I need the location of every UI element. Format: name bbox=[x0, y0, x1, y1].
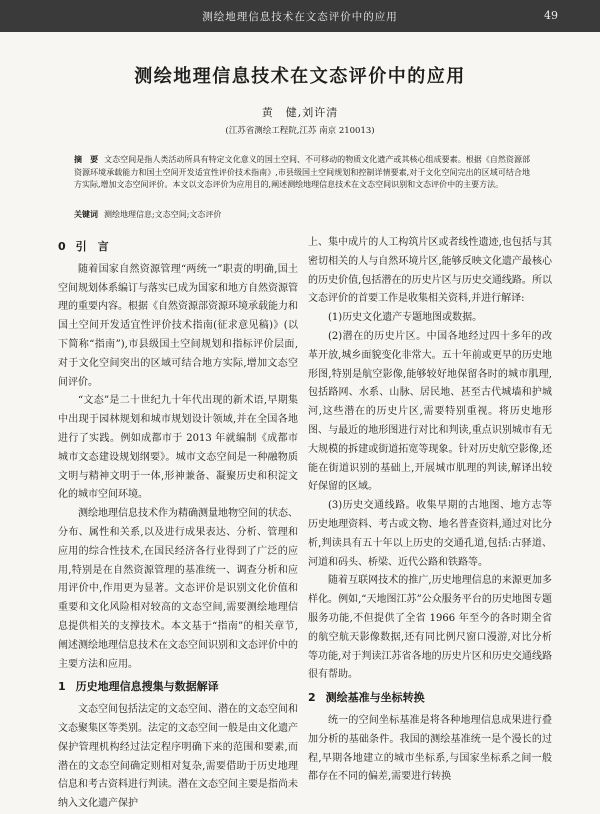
paragraph: “文态”是二十世纪九十年代出现的新术语,早期集中出现于园林规划和城市规划设计领域,并在全国各地进行了实践。例如成都市于 2013 年就编制《成都市城市文态建设规划纲要》。城市文态空间是一种融物质文明与精神文明于一体,形神兼备、凝聚历史和积淀文化的城市空间环境。 bbox=[58, 395, 298, 501]
article-authors: 黄 健,刘许清 bbox=[261, 106, 339, 119]
section-title: 历史地理信息搜集与数据解译 bbox=[75, 680, 219, 694]
paragraph: 随着互联网技术的推广,历史地理信息的来源更加多样化。例如,“天地图江苏”公众服务平台的历史地图专题服务功能,不但提供了全省 1966 年至今的各时期全省的航空航天影像数据,还有同比例尺窗口漫游,对比分析等功能,对于判读江苏省各地的历史片区和历史交通线路很有帮助。 bbox=[308, 575, 552, 681]
abstract-label: 摘 要 bbox=[74, 154, 99, 164]
section-number: 1 bbox=[58, 680, 66, 694]
keywords bbox=[74, 209, 530, 220]
right-column bbox=[308, 234, 552, 787]
paragraph: 上、集中成片的人工构筑片区或者线性遗迹,也包括与其密切相关的人与自然环境片区,能够反映文化遗产最核心的历史价值,包括潜在的历史片区与历史交通线路。所以文态评价的首要工作是收集相关资料,并进行解译: bbox=[308, 237, 552, 305]
running-header bbox=[0, 0, 600, 32]
section-title: 引 言 bbox=[75, 240, 109, 253]
running-title: 测绘地理信息技术在文态评价中的应用 bbox=[202, 11, 398, 23]
article-affiliation: (江苏省测绘工程院,江苏 南京 210013) bbox=[225, 126, 375, 136]
left-column bbox=[58, 234, 298, 814]
page-number: 49 bbox=[544, 9, 558, 22]
paragraph: 随着国家自然资源管理“两统一”职责的明确,国土空间规划体系编订与落实已成为国家和地方自然资源管理的重要内容。根据《自然资源部资源环境承载能力和国土空间开发适宜性评价技术指南(征求意见稿)》(以下简称“指南”),市县级国土空间规划和指标评价层面,对于文化空间突出的区域可结合地方实际,增加文态空间评价。 bbox=[58, 263, 298, 388]
section-heading-1 bbox=[58, 678, 298, 697]
keywords-label: 关键词 bbox=[74, 209, 98, 219]
abstract bbox=[74, 153, 530, 192]
section-number: 2 bbox=[308, 691, 316, 705]
list-item: (3)历史交通线路。收集早期的古地图、地方志等历史地理资料、考古或文物、地名普查资料,通过对比分析,判读具有五十年以上历史的交通孔道,包括:古驿道、河道和码头、桥梁、近代公路和铁路等。 bbox=[308, 500, 552, 568]
paragraph: 文态空间包括法定的文态空间、潜在的文态空间和文态聚集区等类别。法定的文态空间一般是由文化遗产保护管理机构经过法定程序明确下来的范围和要素,而潜在的文态空间确定则相对复杂,需要借助于历史地理信息和考古资料进行判读。潜在文态空间主要是指尚未纳入文化遗产保护 bbox=[58, 704, 298, 810]
section-heading-2 bbox=[308, 689, 552, 708]
section-heading-0 bbox=[58, 238, 298, 257]
article-title: 测绘地理信息技术在文态评价中的应用 bbox=[134, 66, 466, 87]
section-number: 0 bbox=[58, 240, 66, 253]
keywords-text: 测绘地理信息;文态空间;文态评价 bbox=[104, 210, 222, 219]
paragraph: 统一的空间坐标基准是将各种地理信息成果进行叠加分析的基础条件。我国的测绘基准统一是个漫长的过程,早期各地建立的城市坐标系,与国家坐标系之间一般都存在不同的偏差,需要进行转换 bbox=[308, 714, 552, 783]
list-item: (2)潜在的历史片区。中国各地经过四十多年的改革开放,城乡面貌变化非常大。五十年前或更早的历史地形图,特别是航空影像,能够较好地保留各时的城市肌理,包括路网、水系、山脉、居民地、甚至古代城墙和护城河,这些潜在的历史片区,需要特别重视。将历史地形图、与最近的地形图进行对比和判读,重点识别城市有无大规模的拆建或街道拓宽等现象。针对历史航空影像,还能在街道识别的基础上,开展城市肌理的判读,解译出较好保留的区域。 bbox=[308, 330, 552, 493]
list-item: (1)历史文化遗产专题地图或数据。 bbox=[328, 312, 483, 324]
paragraph: 测绘地理信息技术作为精确测量地物空间的状态、分布、属性和关系,以及进行成果表达、分析、管理和应用的综合性技术,在国民经济各行业得到了广泛的应用,特别是在自然资源管理的基准统一、调查分析和应用评价中,作用更为显著。文态评价是识别文化价值和重要和文化风险相对较高的文态空间,需要测绘地理信息提供相关的支撑技术。本文基于“指南”的相关章节,阐述测绘地理信息技术在文态空间识别和文态评价中的主要方法和应用。 bbox=[58, 508, 298, 670]
abstract-text: 文态空间是指人类活动所具有特定文化意义的国土空间、不可移动的物质文化遗产或其核心组成要素。根据《自然资源部资源环境承载能力和国土空间开发适宜性评价技术指南》,市县级国土空间规划和控制详情要素,对于文化空间完出的区域可结合地方实际,增加文态空间评价。本文以文态评价为应用目的,阐述测绘地理信息技术在文态空间识别和文态评价中的主要方法。 bbox=[74, 155, 530, 190]
section-title: 测绘基准与坐标转换 bbox=[325, 691, 425, 705]
